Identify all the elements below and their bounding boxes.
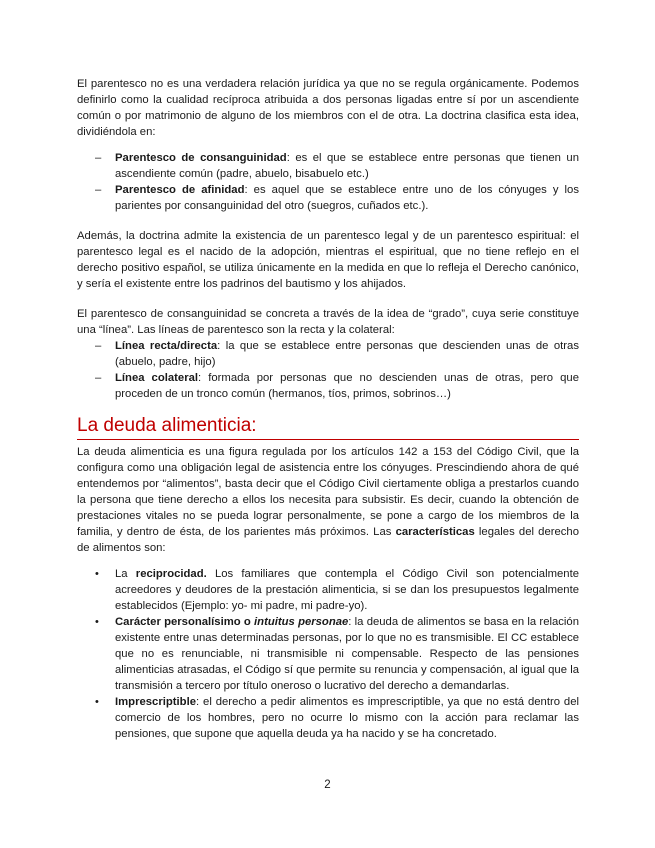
list-item [77,182,579,214]
list-item [77,614,579,694]
dash-marker: – [95,372,102,384]
consanguinity-list [77,150,579,214]
document-page [77,76,579,742]
item-term-italic: intuitus personae [254,616,349,628]
list-term: Línea recta/directa [115,340,218,352]
bullet-marker: • [95,616,99,628]
intro-paragraph-3: El parentesco de consanguinidad se concreta a través de la idea de “grado”, cuya serie constituye una “línea”. Las líneas de parentesco son la recta y la colateral: [77,308,579,336]
list-item [77,370,579,402]
section-paragraph [77,444,579,556]
intro-paragraph-2: Además, la doctrina admite la existencia de un parentesco legal y de un parentesco espiritual: el parentesco legal es el nacido de la adopción, mientras el espiritual, que no tiene reflejo en el derecho positivo español, se utiliza únicamente en la medida en que lo refleja el Derecho canónico, y sería el existente entre los padrinos del bautismo y los ahijados. [77,230,579,290]
list-term: Línea colateral [115,372,199,384]
list-text: : es aquel que se establece entre uno de los cónyuges y los parientes por consanguinidad del otro (suegros, cuñados etc.). [115,184,579,212]
characteristics-list [77,566,579,742]
list-text: : la que se establece entre personas que descienden unas de otras (abuelo, padre, hijo) [115,340,579,368]
section-heading: La deuda alimenticia: [77,414,579,440]
list-text: : formada por personas que no descienden unas de otras, pero que proceden de un tronco común (hermanos, tíos, primos, sobrinos…) [115,372,579,400]
item-text: Los familiares que contempla el Código Civil son potencialmente acreedores y deudores de la prestación alimenticia, si se dan los presupuestos legalmente establecidos (Ejemplo: yo- mi padre, mi padre-yo). [115,568,579,612]
list-item [77,694,579,742]
paragraph-bold: características [395,526,475,538]
paragraph-text-end: legales del derecho de alimentos son: [77,526,579,554]
item-term: Imprescriptible [115,696,196,708]
item-term: reciprocidad. [135,568,207,580]
list-item [77,338,579,370]
list-term: Parentesco de consanguinidad [115,152,287,164]
item-text: : el derecho a pedir alimentos es imprescriptible, ya que no está dentro del comercio de los hombres, pero no ocurre lo mismo con la acción para reclamar las pensiones, que supone que aquella deuda ya ha nacido y se ha concretado. [115,696,579,740]
intro-paragraph-1: El parentesco no es una verdadera relación jurídica ya que no se regula orgánicamente. Podemos definirlo como la cualidad recíproca atribuida a dos personas ligadas entre sí por un ascendiente común o por matrimonio de alguno de los miembros con el de otra. La doctrina clasifica esta idea, dividiéndola en: [77,78,579,138]
bullet-marker: • [95,696,99,708]
dash-marker: – [95,152,102,164]
paragraph-text: La deuda alimenticia es una figura regulada por los artículos 142 a 153 del Código Civil, que la configura como una obligación legal de asistencia entre los cónyuges. Prescindiendo ahora de qué entendemos por “alimentos”, basta decir que el Código Civil ciertamente obliga a prestarlos cuando la persona que tiene derecho a ellos los necesita para subsistir. Es decir, cuando la obtención de prestaciones vitales no se pueda lograr personalmente, se pone a cargo de los miembros de la familia, y dentro de ésta, de los parientes más próximos. Las [77,446,579,538]
list-term: Parentesco de afinidad [115,184,245,196]
item-term: Carácter personalísimo o [115,616,255,628]
dash-marker: – [95,340,102,352]
item-text: : la deuda de alimentos se basa en la relación existente entre unas determinadas personas, por lo que no es transmisible. El CC establece que no es renunciable, ni transmisible ni compensable. Respecto de las pensiones alimenticias atrasadas, el Código sí que permite su renuncia y compensación, al igual que la transmisión a tercero por título oneroso o lucrativo del derecho a demandarlas. [115,616,579,692]
list-item [77,566,579,614]
dash-marker: – [95,184,102,196]
lines-list [77,338,579,402]
page-number: 2 [324,779,331,791]
bullet-marker: • [95,568,99,580]
list-item [77,150,579,182]
list-text: : es el que se establece entre personas que tienen un ascendiente común (padre, abuelo, bisabuelo etc.) [115,152,579,180]
item-prefix: La [115,568,136,580]
